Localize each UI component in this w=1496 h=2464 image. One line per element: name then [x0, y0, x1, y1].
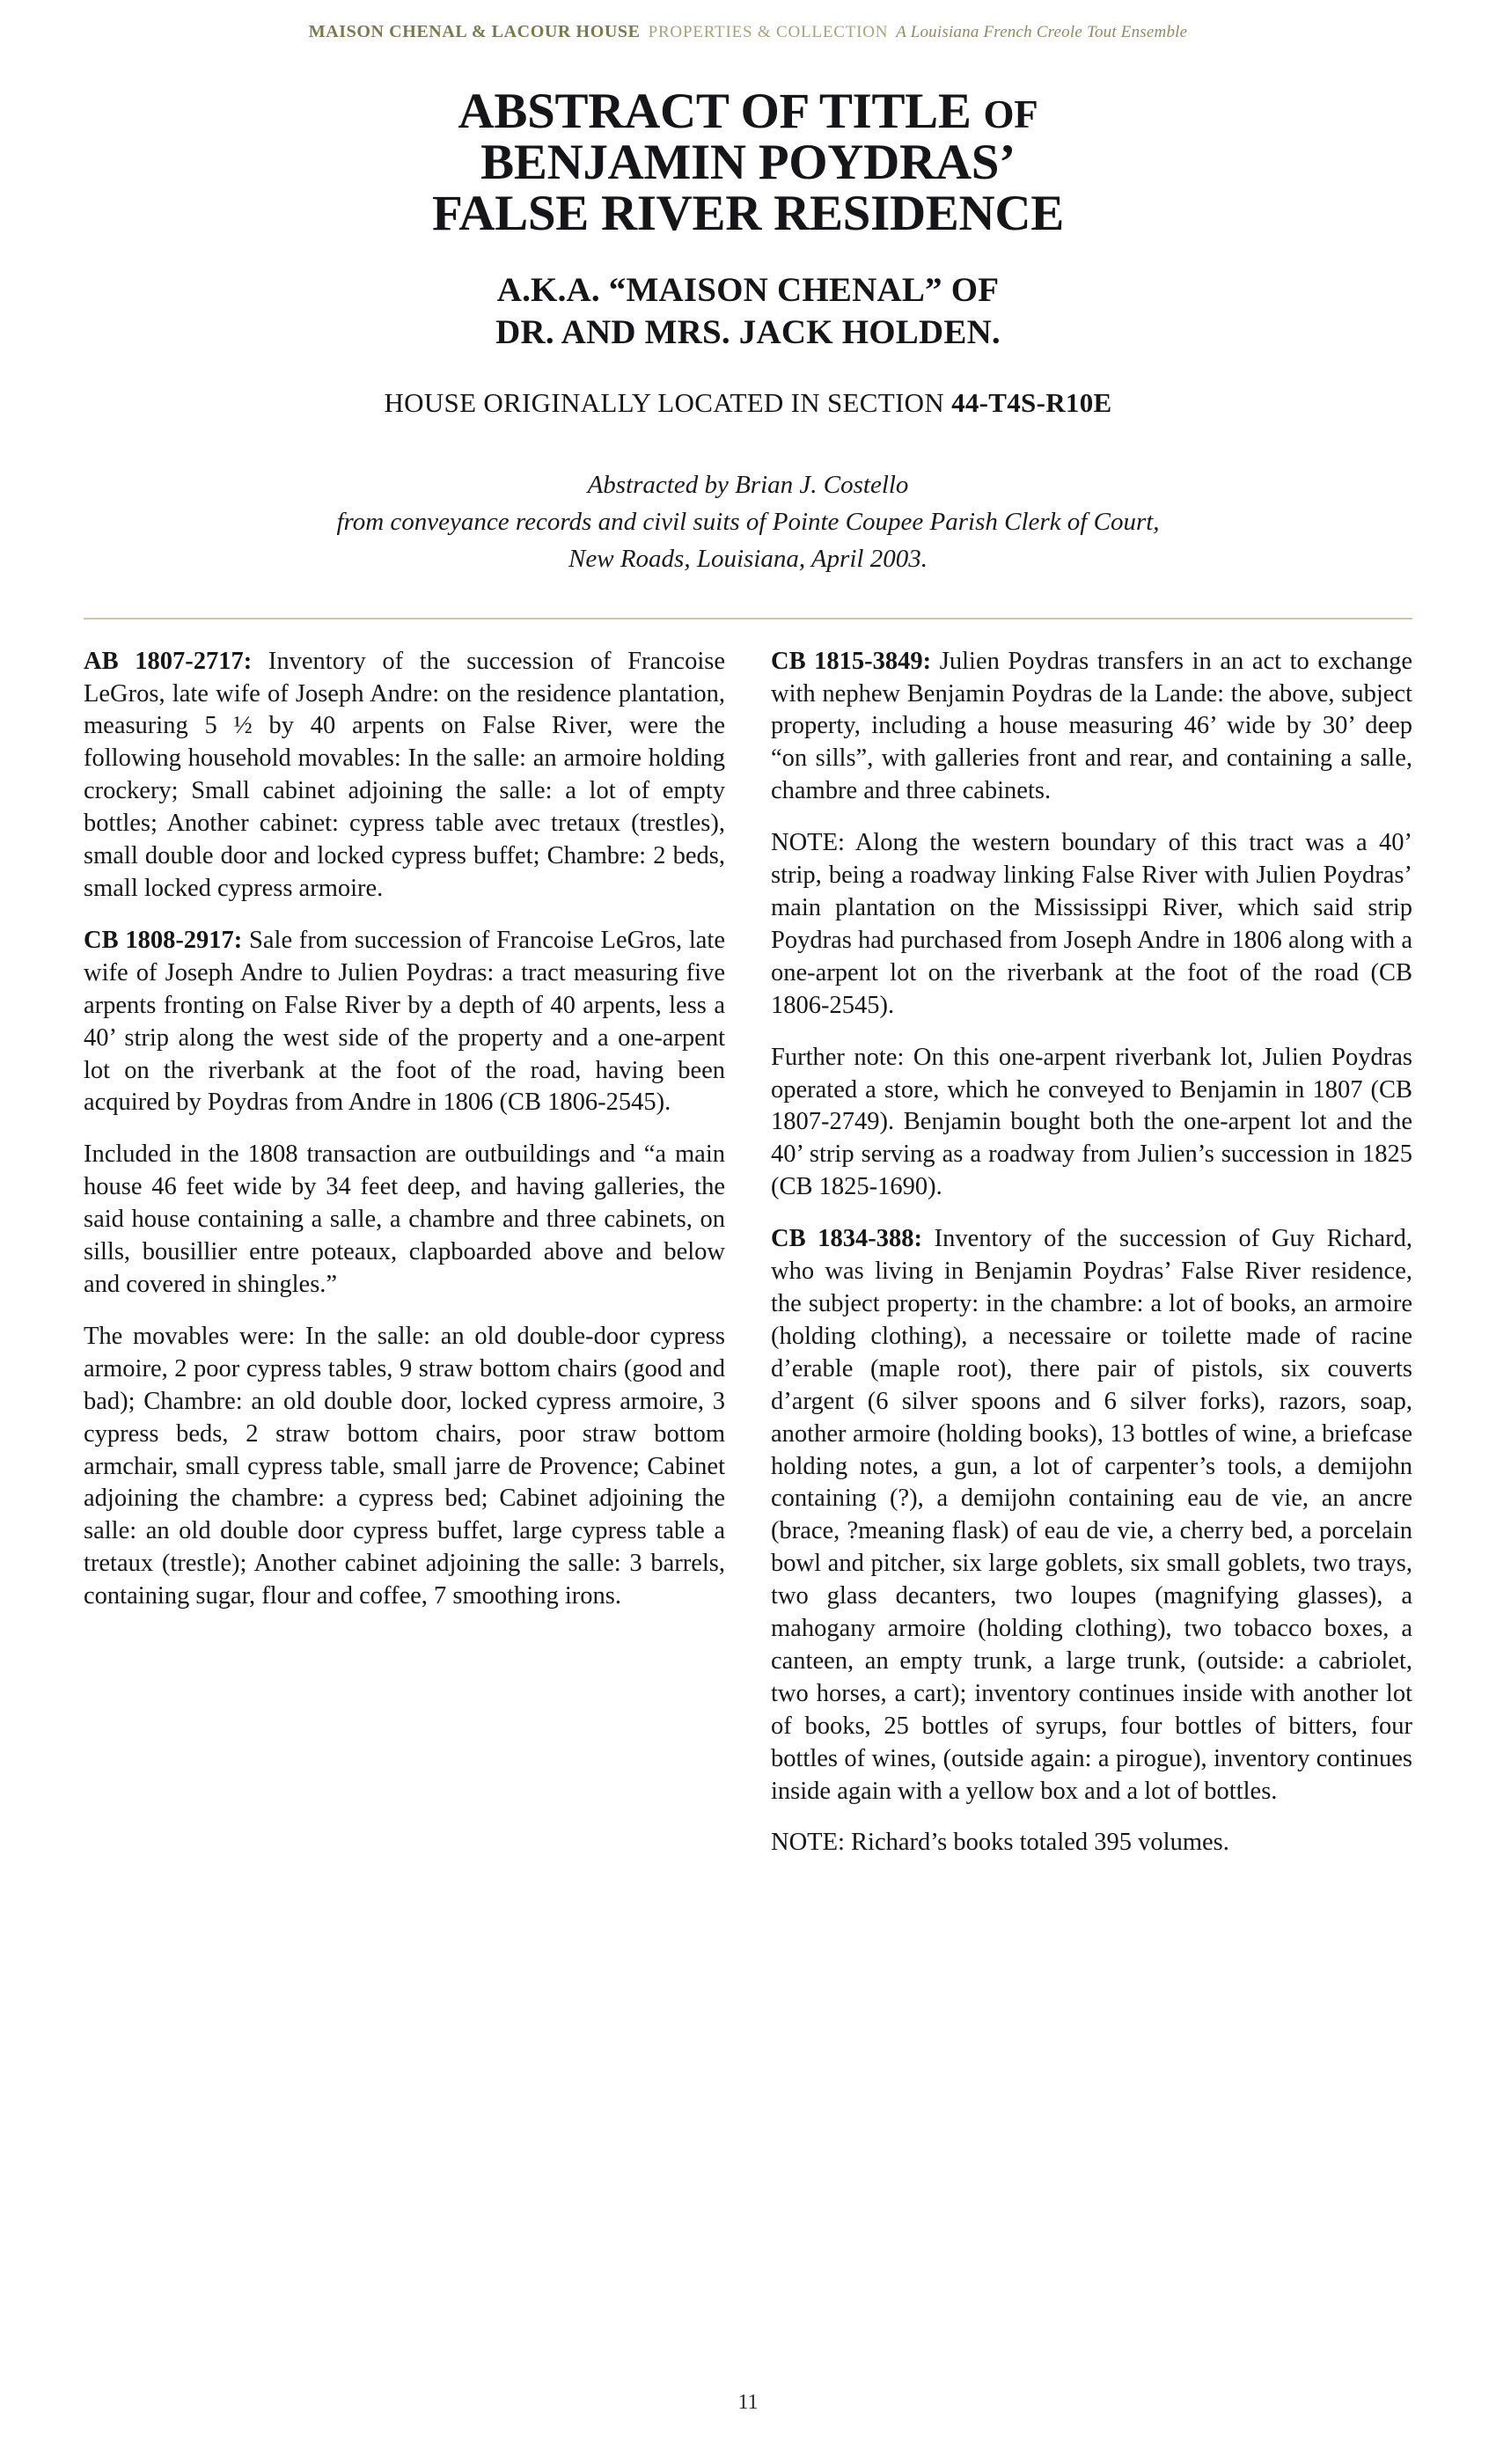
aka-line-1: A.K.A. “MAISON CHENAL” OF	[496, 271, 1000, 310]
citation-cb-1808-2917: CB 1808-2917:	[84, 926, 243, 954]
note-richard-books: NOTE: Richard’s books totaled 395 volumes.	[771, 1829, 1229, 1857]
citation-ab-1807-2717: AB 1807-2717:	[84, 647, 253, 675]
citation-cb-1834-388: CB 1834-388:	[771, 1225, 922, 1253]
title-main-text: ABSTRACT OF TITLE	[458, 84, 972, 139]
running-header-title: MAISON CHENAL & LACOUR HOUSE	[308, 22, 641, 41]
running-header	[84, 0, 1412, 40]
attribution-block	[84, 466, 1412, 577]
attribution-line-3: New Roads, Louisiana, April 2003.	[568, 544, 928, 573]
citation-cb-1815-3849: CB 1815-3849:	[771, 647, 932, 675]
entry-cb-1834-388	[771, 1223, 1412, 1808]
page-number: 11	[737, 2391, 759, 2414]
body-columns	[84, 646, 1412, 1860]
entry-body: Sale from succession of Francoise LeGros, late wife of Joseph Andre to Julien Poydras: a tract measuring five arpents fronting on False River by a depth of 40 arpents, less a 40’ strip along the west side of the property and a one-arpent lot on the riverbank at the foot of the road, having been acquired by Poydras from Andre in 1806 (CB 1806-2545).	[84, 926, 725, 1117]
title-of-word: OF	[983, 92, 1038, 136]
entry-cb-1815-3849	[771, 646, 1412, 809]
section-prefix: HOUSE ORIGINALLY LOCATED IN SECTION	[384, 386, 952, 418]
running-header-tagline: A Louisiana French Creole Tout Ensemble	[896, 23, 1188, 41]
horizontal-rule	[84, 618, 1412, 620]
attribution-line-2: from conveyance records and civil suits of Pointe Coupee Parish Clerk of Court,	[336, 507, 1160, 536]
entry-body: Julien Poydras transfers in an act to exchange with nephew Benjamin Poydras de la Lande: the above, subject property, including a house measuring 46’ wide by 30’ deep “on sills”, with galleries front and rear, and containing a salle, chambre and three cabinets.	[771, 647, 1412, 805]
left-column	[84, 646, 725, 1613]
aka-line-2: DR. AND MRS. JACK HOLDEN.	[495, 312, 1001, 351]
title-line-1	[84, 86, 1412, 137]
entry-cb-1808-2917	[84, 925, 725, 1119]
page-title	[84, 84, 1412, 242]
section-location	[84, 387, 1412, 419]
entry-ab-1807-2717	[84, 646, 725, 906]
note-further: Further note: On this one-arpent riverbank lot, Julien Poydras operated a store, which he conveyed to Benjamin in 1807 (CB 1807-2749). Benjamin bought both the one-arpent lot and the 40’ strip serving as a roadway from Julien’s succession in 1825 (CB 1825-1690).	[771, 1043, 1412, 1201]
aka-subtitle	[84, 269, 1412, 353]
title-line-2: BENJAMIN POYDRAS’	[480, 135, 1016, 191]
paragraph-1808-transaction: Included in the 1808 transaction are outbuildings and “a main house 46 feet wide by 34 feet deep, and having galleries, the said house containing a salle, a chambre and three cabinets, on sills, bousillier entre poteaux, clapboarded above and below and covered in shingles.”	[84, 1140, 725, 1298]
right-column	[771, 646, 1412, 1860]
section-value: 44-T4S-R10E	[951, 386, 1112, 418]
entry-body: Inventory of the succession of Francoise LeGros, late wife of Joseph Andre: on the residence plantation, measuring 5 ½ by 40 arpents on False River, were the following household movables: In the salle: an armoire holding crockery; Small cabinet adjoining the salle: a lot of empty bottles; Another cabinet: cypress table avec tretaux (trestles), small double door and locked cypress buffet; Chambre: 2 beds, small locked cypress armoire.	[84, 647, 725, 903]
paragraph-movables: The movables were: In the salle: an old double-door cypress armoire, 2 poor cypress tables, 9 straw bottom chairs (good and bad); Chambre: an old double door, locked cypress armoire, 3 cypress beds, 2 straw bottom chairs, poor straw bottom armchair, small cypress table, small jarre de Provence; Cabinet adjoining the chambre: a cypress bed; Cabinet adjoining the salle: an old double door cypress buffet, large cypress table a tretaux (trestle); Another cabinet adjoining the salle: 3 barrels, containing sugar, flour and coffee, 7 smoothing irons.	[84, 1322, 725, 1610]
attribution-line-1: Abstracted by Brian J. Costello	[587, 470, 909, 499]
entry-body: Inventory of the succession of Guy Richard, who was living in Benjamin Poydras’ False River residence, the subject property: in the chambre: a lot of books, an armoire (holding clothing), a necessaire or toilette made of racine d’erable (maple root), there pair of pistols, six couverts d’argent (6 silver spoons and 6 silver forks), razors, soap, another armoire (holding books), 13 bottles of wine, a briefcase holding notes, a gun, a lot of carpenter’s tools, a demijohn containing (?), a demijohn containing eau de vie, an ancre (brace, ?meaning flask) of eau de vie, a cherry bed, a porcelain bowl and pitcher, six large goblets, six small goblets, two trays, two glass decanters, two loupes (magnifying glasses), a mahogany armoire (holding clothing), two tobacco boxes, a canteen, an empty trunk, a large trunk, (outside: a cabriolet, two horses, a cart); inventory continues inside with another lot of books, 25 bottles of syrups, four bottles of bitters, four bottles of wines, (outside again: a pirogue), inventory continues inside again with a yellow box and a lot of bottles.	[771, 1225, 1412, 1805]
title-line-3: FALSE RIVER RESIDENCE	[432, 186, 1064, 242]
running-header-subtitle: PROPERTIES & COLLECTION	[648, 23, 889, 41]
note-western-boundary: NOTE: Along the western boundary of this tract was a 40’ strip, being a roadway linking False River with Julien Poydras’ main plantation on the Mississippi River, which said strip Poydras had purchased from Joseph Andre in 1806 along with a one-arpent lot on the riverbank at the foot of the road (CB 1806-2545).	[771, 829, 1412, 1019]
